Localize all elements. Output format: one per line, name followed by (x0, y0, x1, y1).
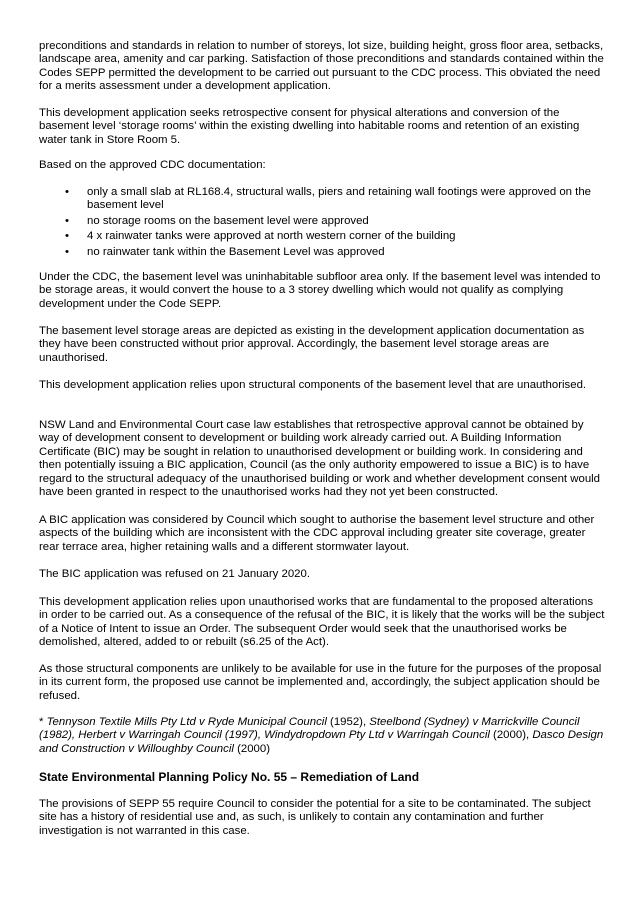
paragraph-approved-cdc-intro: Based on the approved CDC documentation: (39, 159, 266, 171)
footnote-year-3: (2000) (233, 742, 270, 755)
list-item: • no rainwater tank within the Basement Level was approved (65, 246, 605, 259)
paragraph-subfloor-area: Under the CDC, the basement level was uninhabitable subfloor area only. If the basement level was intended to be storage areas, it would convert the house to a 3 storey dwelling which would not qualify as complying development under the Code SEPP. (39, 271, 601, 310)
footnote-case-1: Tennyson Textile Mills Pty Ltd v Ryde Municipal Council (46, 716, 327, 728)
footnote-star: * (39, 716, 47, 728)
paragraph-storage-unauthorised: The basement level storage areas are depicted as existing in the development application documentation as they have been constructed without prior approval. Accordingly, the basement level storage areas are unauthorised. (39, 325, 585, 364)
paragraph-should-be-refused: As those structural components are unlikely to be available for use in the future for the purposes of the proposal in its current form, the proposed use cannot be implemented and, accordingly, the subject application should be refused. (39, 663, 602, 702)
list-item: • only a small slab at RL168.4, structural walls, piers and retaining wall footings were approved on the basement level (65, 186, 605, 213)
paragraph-case-law: NSW Land and Environmental Court case law establishes that retrospective approval cannot be obtained by way of development consent to development or building work already carried out. A Building Information Certificate (BIC) may be sought in relation to unauthorised development or building work. In considering and then potentially issuing a BIC application, Council (as the only authority empowered to issue a BIC) is to have regard to the structural adequacy of the unauthorised building or work and whether development consent would have been granted in respect to the unauthorised works had they not yet been constructed. (39, 419, 601, 499)
footnote-year-1: (1952), (326, 716, 370, 728)
footnote-year-2: (2000), (489, 729, 533, 742)
footnote-case-2: Steelbond (Sydney) v Marrickville Council (1982), Herbert v Warringah Council (1997), Windydropdown Pty Ltd v Warringah Council (39, 716, 580, 742)
paragraph-cdc-preconditions: preconditions and standards in relation to number of storeys, lot size, building height, gross floor area, setbacks, landscape area, amenity and car parking. Satisfaction of those preconditions and standards contained within the Codes SEPP permitted the development to be carried out pursuant to the CDC process. This obviated the need for a merits assessment under a development application. (39, 40, 604, 93)
paragraph-sepp55: The provisions of SEPP 55 require Council to consider the potential for a site to be contaminated. The subject site has a history of residential use and, as such, is unlikely to contain any contamination and further investigation is not warranted in this case. (39, 798, 591, 837)
approved-cdc-bullet-list (39, 186, 605, 261)
list-item: • no storage rooms on the basement level were approved (65, 215, 605, 228)
paragraph-structural-reliance: This development application relies upon structural components of the basement level that are unauthorised. (39, 379, 587, 391)
paragraph-bic-considered: A BIC application was considered by Council which sought to authorise the basement level structure and other aspects of the building which are inconsistent with the CDC approval including greater site coverage, greater rear terrace area, higher retaining walls and a different stormwater layout. (39, 514, 595, 553)
paragraph-bic-refused: The BIC application was refused on 21 January 2020. (39, 568, 311, 580)
list-item: • 4 x rainwater tanks were approved at north western corner of the building (65, 230, 605, 243)
footnote-case-3: Dasco Design and Construction v Willoughby Council (39, 729, 604, 755)
case-footnote (39, 716, 605, 756)
paragraph-notice-of-intent: This development application relies upon unauthorised works that are fundamental to the proposed alterations in order to be carried out. As a consequence of the refusal of the BIC, it is likely that the works will be the subject of a Notice of Intent to issue an Order. The subsequent Order would seek that the unauthorised works be demolished, altered, added to or rebuilt (s6.25 of the Act). (39, 596, 605, 649)
paragraph-retrospective-consent: This development application seeks retrospective consent for physical alterations and conversion of the basement level ‘storage rooms’ within the existing dwelling into habitable rooms and retention of an existing water tank in Store Room 5. (39, 107, 580, 146)
section-heading: State Environmental Planning Policy No. 55 – Remediation of Land (39, 770, 420, 784)
